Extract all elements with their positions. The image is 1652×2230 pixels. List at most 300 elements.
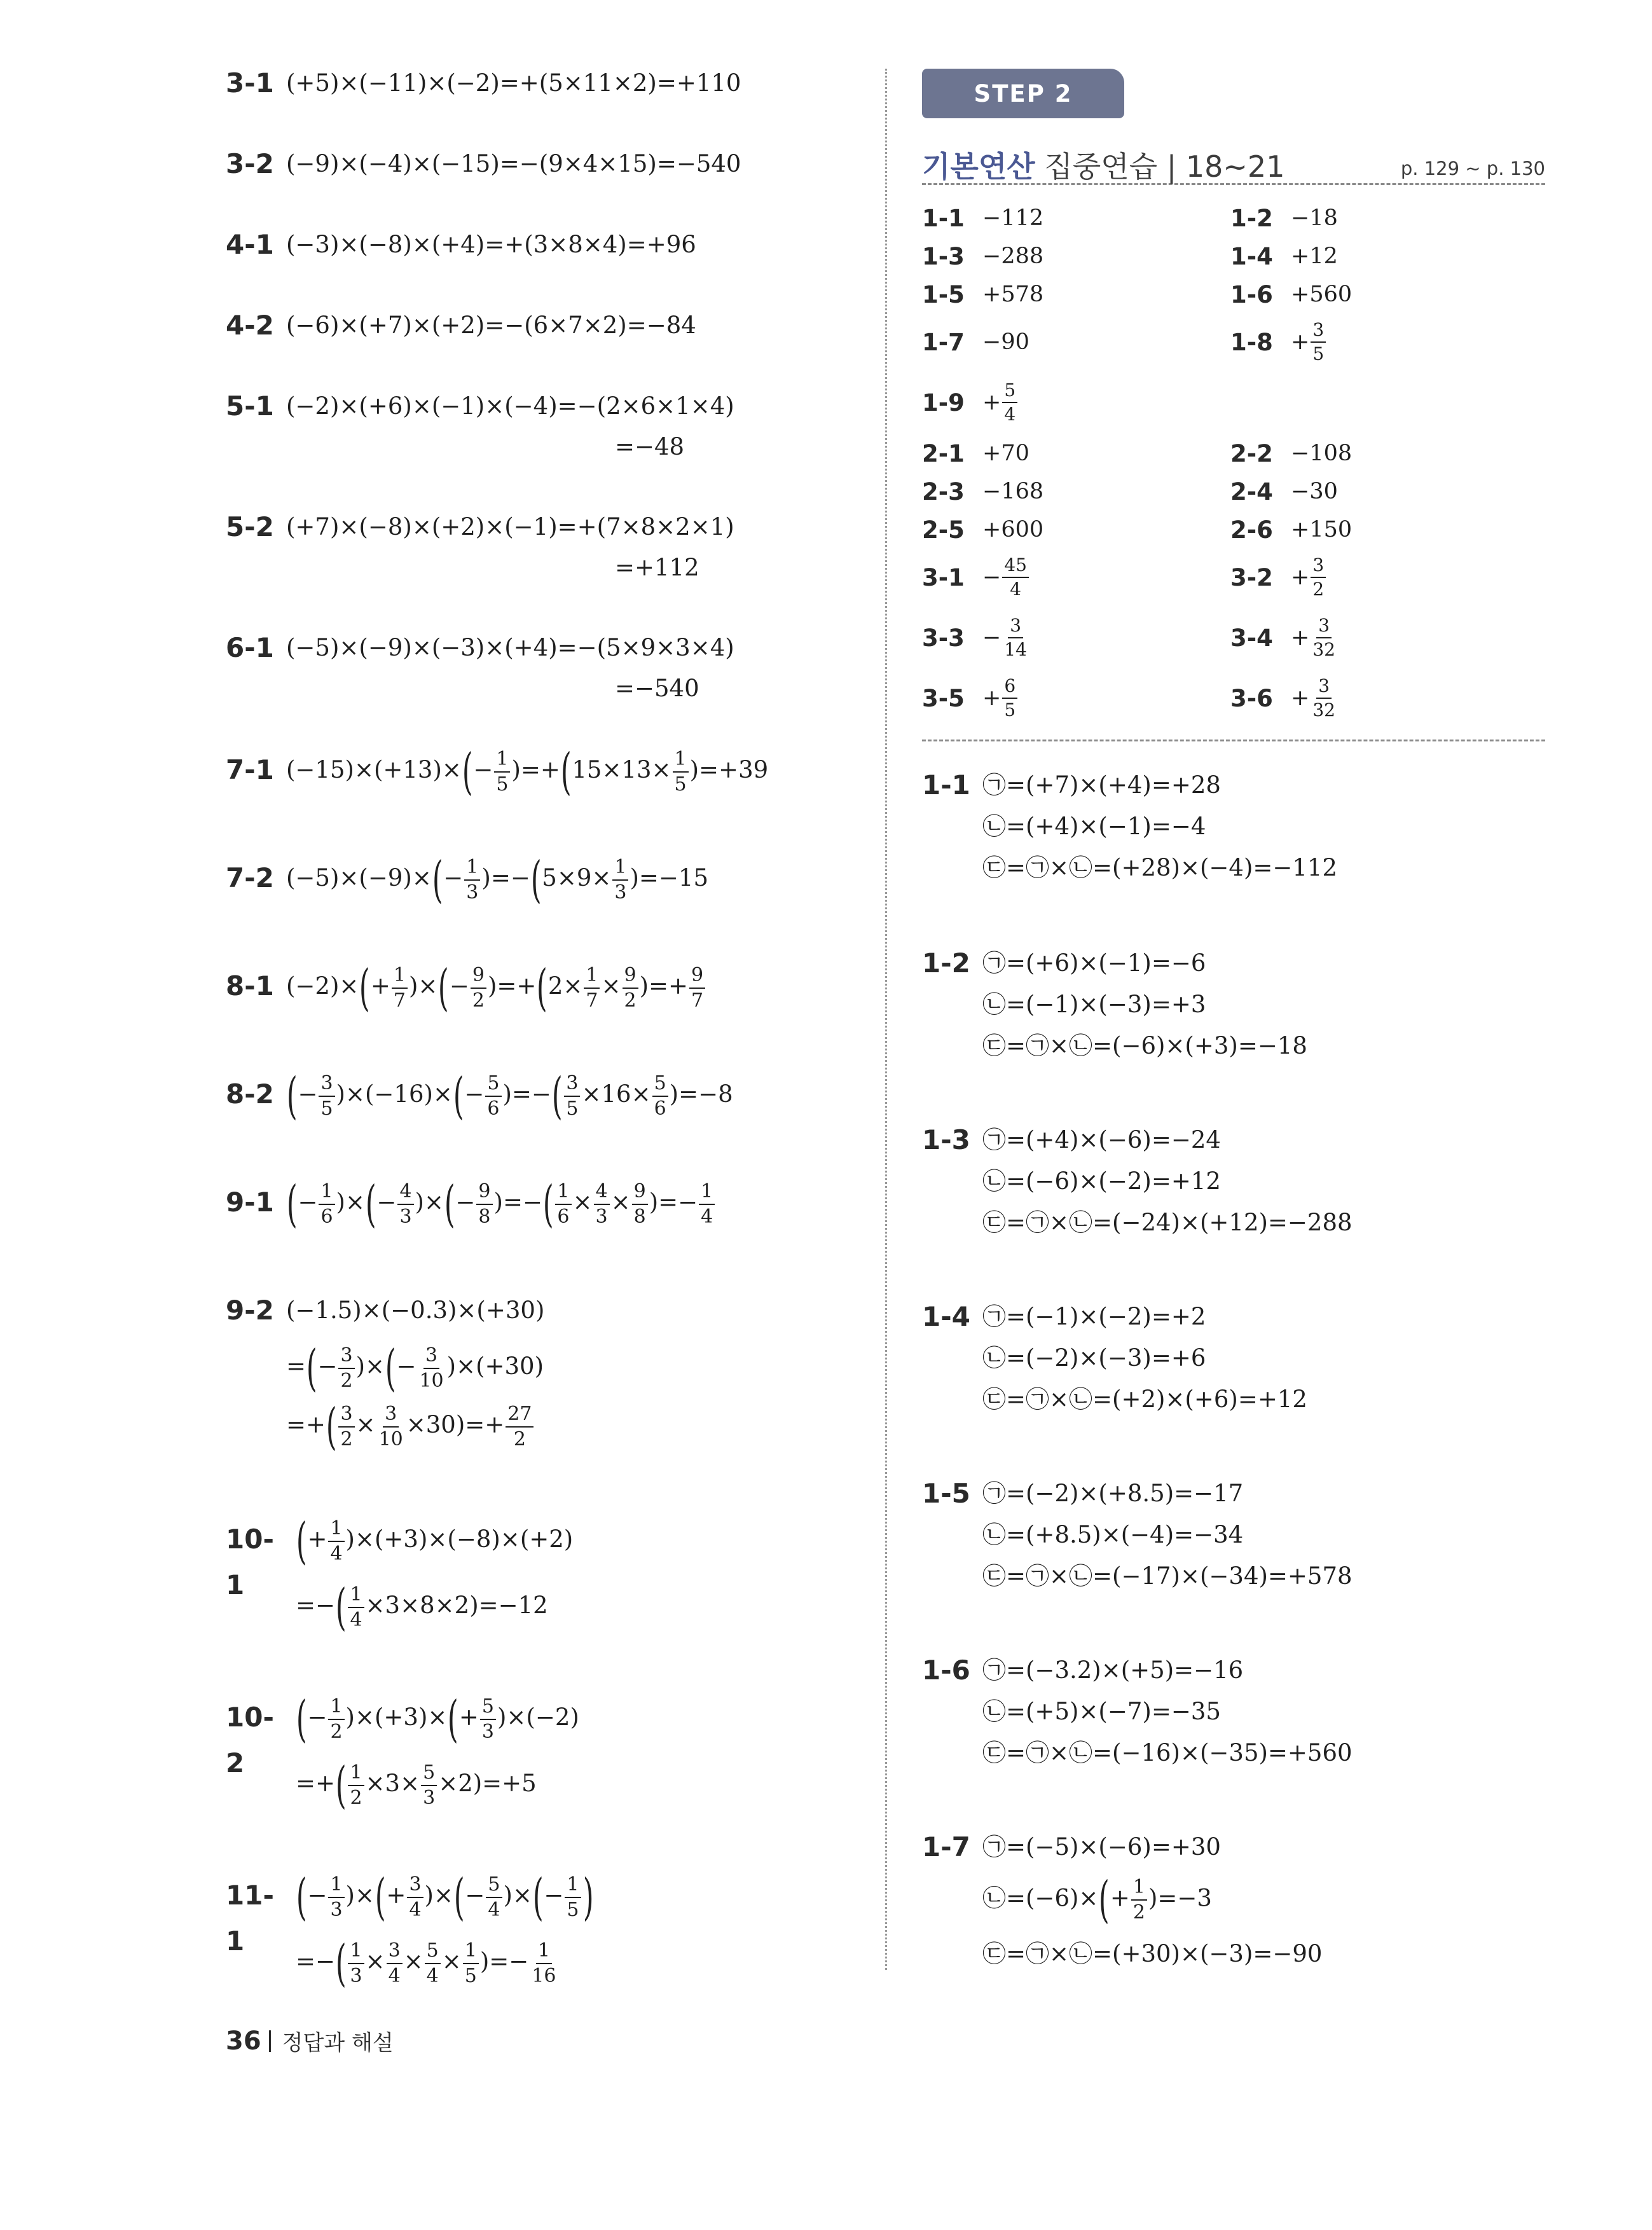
- denominator: 14: [1004, 639, 1027, 660]
- denominator: 32: [1312, 639, 1335, 660]
- term: )=+5: [472, 1770, 537, 1797]
- problem-label: 7-1: [226, 754, 274, 785]
- paren: (: [385, 1339, 396, 1397]
- answer-sign: +: [1291, 625, 1310, 650]
- term: −: [298, 1080, 318, 1108]
- denominator: 5: [567, 1898, 579, 1921]
- paren: (: [296, 1690, 307, 1748]
- page-range: p. 129 ~ p. 130: [1400, 158, 1545, 179]
- answer-sign: +: [1291, 329, 1310, 355]
- fraction: [319, 1073, 334, 1120]
- paren: (: [365, 1175, 376, 1233]
- solution-line: ㉡=(−1)×(−3)=+3: [982, 991, 1206, 1018]
- equation-line: (−9)×(−4)×(−15)=−(9×4×15)=−540: [286, 150, 741, 177]
- numerator: 5: [652, 1073, 668, 1097]
- fraction: [486, 1874, 502, 1921]
- fraction: [328, 1518, 344, 1565]
- equation-line: [296, 1512, 574, 1570]
- fraction: [1002, 555, 1029, 600]
- answer-3-4: [1230, 615, 1339, 660]
- answer-1-5: [922, 275, 1043, 313]
- denominator: 4: [1004, 404, 1016, 425]
- answer-value: +600: [982, 517, 1044, 542]
- fraction: [407, 1874, 423, 1921]
- denominator: 2: [350, 1786, 362, 1809]
- fraction: [1311, 616, 1337, 660]
- numerator: 9: [632, 1181, 648, 1205]
- denominator: 16: [532, 1964, 556, 1987]
- solution-label: 1-7: [922, 1831, 970, 1862]
- answer-value: −288: [982, 244, 1044, 269]
- term: +: [458, 1703, 479, 1731]
- answer-label: 3-5: [922, 684, 965, 712]
- answer-label: 1-1: [922, 204, 965, 232]
- term: )×: [336, 1188, 365, 1216]
- term: )=+: [511, 756, 560, 783]
- term: +: [307, 1525, 327, 1553]
- solution-label: 1-2: [922, 947, 970, 979]
- paren: (: [306, 1339, 317, 1397]
- denominator: 4: [1010, 579, 1022, 600]
- denominator: 5: [1004, 699, 1016, 720]
- fraction: [1002, 616, 1029, 660]
- term: −: [307, 1882, 327, 1909]
- fraction: [652, 1073, 668, 1120]
- term: −: [307, 1703, 327, 1731]
- denominator: 2: [340, 1428, 353, 1450]
- numerator: 1: [612, 857, 628, 881]
- term: )=+: [487, 972, 537, 1000]
- denominator: 10: [419, 1369, 444, 1392]
- numerator: 1: [463, 1940, 479, 1964]
- equation-line: (−1.5)×(−0.3)×(+30): [286, 1297, 545, 1324]
- denominator: 4: [350, 1608, 362, 1631]
- numerator: 3: [1311, 320, 1326, 343]
- answer-1-8: [1230, 319, 1327, 364]
- paren: (: [326, 1398, 337, 1456]
- solution-label: 1-1: [922, 769, 970, 801]
- equation-line: [286, 959, 706, 1017]
- paren: (: [532, 1868, 544, 1926]
- fraction: [417, 1345, 445, 1392]
- numerator: 9: [471, 965, 486, 989]
- numerator: 1: [673, 748, 689, 773]
- term: )=−15: [630, 864, 708, 891]
- denominator: 4: [388, 1964, 401, 1987]
- page-footer: [226, 2025, 394, 2056]
- term: −: [455, 1188, 476, 1216]
- solution-line: ㉡=(+4)×(−1)=−4: [982, 813, 1206, 840]
- fraction: [464, 857, 480, 904]
- term: )×: [424, 1882, 453, 1909]
- fraction: [338, 1345, 354, 1392]
- answer-label: 2-6: [1230, 516, 1273, 544]
- numerator: 1: [328, 1696, 344, 1720]
- fraction: [673, 748, 689, 795]
- paren: (: [359, 959, 371, 1017]
- paren: (: [560, 743, 572, 801]
- numerator: 1: [699, 1181, 715, 1205]
- denominator: 32: [1312, 699, 1335, 720]
- answer-1-7: [922, 323, 1029, 361]
- numerator: 6: [1002, 676, 1017, 699]
- term: )=−: [649, 1188, 698, 1216]
- denominator: 3: [423, 1786, 436, 1809]
- section-heading: [922, 139, 1545, 185]
- numerator: 9: [689, 965, 705, 989]
- solution-line: ㉡=(−6)×(−2)=+12: [982, 1167, 1221, 1195]
- term: =−: [296, 1948, 336, 1975]
- solution-label: 1-4: [922, 1301, 970, 1332]
- term: )×(+3)×: [345, 1703, 448, 1731]
- answer-sign: +: [982, 390, 1002, 415]
- solution-label: 1-5: [922, 1478, 970, 1509]
- term: )×(−16)×: [336, 1080, 453, 1108]
- answer-2-3: [922, 472, 1043, 511]
- equation-line: [296, 1578, 548, 1636]
- numerator: 3: [564, 1073, 580, 1097]
- term: )=+: [455, 1411, 505, 1438]
- fraction: [530, 1940, 558, 1987]
- answer-3-1: [922, 554, 1030, 600]
- equation-line: (−6)×(+7)×(+2)=−(6×7×2)=−84: [286, 312, 696, 339]
- term: )=−3: [1148, 1884, 1212, 1912]
- solution-line: ㉠=(−2)×(+8.5)=−17: [982, 1480, 1244, 1507]
- solution-line: ㉢=㉠×㉡=(−24)×(+12)=−288: [982, 1209, 1353, 1236]
- term: 15×13×: [572, 756, 671, 783]
- fraction: [387, 1940, 403, 1987]
- problem-label: 4-1: [226, 229, 274, 260]
- answer-label: 2-2: [1230, 439, 1273, 467]
- paren: (: [537, 959, 547, 1017]
- denominator: 2: [1132, 1901, 1145, 1924]
- answer-label: 1-7: [922, 328, 965, 356]
- paren: (: [296, 1868, 307, 1926]
- equation-line: [286, 743, 769, 801]
- term: )=−12: [469, 1592, 548, 1619]
- numerator: 5: [486, 1874, 502, 1898]
- answer-1-9: [922, 380, 1019, 425]
- denominator: 6: [654, 1097, 666, 1120]
- fraction: [392, 965, 408, 1012]
- term: ×: [441, 1948, 462, 1975]
- term: ×: [601, 972, 621, 1000]
- denominator: 4: [488, 1898, 500, 1921]
- term: =: [286, 1352, 306, 1380]
- equation-line: (−3)×(−8)×(+4)=+(3×8×4)=+96: [286, 231, 696, 258]
- denominator: 5: [566, 1097, 579, 1120]
- problem-label: 10-1: [226, 1524, 274, 1600]
- paren: (: [438, 959, 449, 1017]
- denominator: 3: [399, 1205, 412, 1228]
- answer-2-5: [922, 511, 1043, 549]
- fraction: [564, 1073, 580, 1120]
- answer-value: +150: [1291, 517, 1353, 542]
- numerator: 3: [383, 1403, 399, 1428]
- answer-1-6: [1230, 275, 1352, 313]
- equation-line: [286, 1398, 535, 1456]
- term: )=+: [639, 972, 689, 1000]
- answer-3-2: [1230, 554, 1327, 600]
- term: 2×: [547, 972, 583, 1000]
- answer-value: +578: [982, 282, 1044, 307]
- term: ×16×: [581, 1080, 651, 1108]
- fraction: [1002, 380, 1017, 425]
- answer-value: −168: [982, 479, 1044, 504]
- denominator: 3: [350, 1964, 362, 1987]
- equation-result: =+112: [615, 554, 699, 581]
- solution-line: ㉠=(+4)×(−6)=−24: [982, 1126, 1221, 1153]
- paren: ): [582, 1868, 594, 1926]
- answer-label: 1-5: [922, 280, 965, 308]
- numerator: 1: [348, 1762, 364, 1786]
- numerator: 1: [392, 965, 408, 989]
- solution-line: ㉠=(−5)×(−6)=+30: [982, 1833, 1221, 1861]
- term: 5×9×: [542, 864, 612, 891]
- solution-line: ㉠=(+6)×(−1)=−6: [982, 949, 1206, 977]
- numerator: 1: [584, 965, 600, 989]
- answer-label: 1-6: [1230, 280, 1273, 308]
- denominator: 2: [340, 1369, 353, 1392]
- paren: (: [448, 1690, 458, 1748]
- numerator: 3: [423, 1345, 439, 1369]
- equation-line: [286, 1067, 733, 1125]
- answer-value: −90: [982, 329, 1029, 355]
- term: ㉡=(−6)×: [982, 1884, 1099, 1912]
- solution-label: 1-6: [922, 1655, 970, 1686]
- fraction: [584, 965, 600, 1012]
- denominator: 8: [478, 1205, 491, 1228]
- term: −: [449, 972, 469, 1000]
- numerator: 5: [1002, 380, 1017, 403]
- fraction: [632, 1181, 648, 1228]
- solution-label: 1-3: [922, 1124, 970, 1155]
- answer-label: 1-2: [1230, 204, 1273, 232]
- term: )=+39: [689, 756, 769, 783]
- term: ×30: [406, 1411, 456, 1438]
- answer-value: −108: [1291, 441, 1353, 466]
- term: +: [1110, 1884, 1130, 1912]
- paren: (: [296, 1512, 307, 1570]
- numerator: 3: [338, 1345, 354, 1369]
- equation-line: [286, 1175, 716, 1233]
- denominator: 2: [624, 989, 637, 1012]
- denominator: 6: [487, 1097, 500, 1120]
- answer-label: 1-8: [1230, 328, 1273, 356]
- denominator: 3: [595, 1205, 608, 1228]
- term: )=−: [481, 864, 530, 891]
- problem-label: 6-1: [226, 632, 274, 663]
- answer-sign: −: [982, 625, 1002, 650]
- problem-label: 3-1: [226, 67, 274, 99]
- term: )×: [345, 1882, 375, 1909]
- problem-label: 9-1: [226, 1187, 274, 1218]
- solution-line: ㉢=㉠×㉡=(−6)×(+3)=−18: [982, 1032, 1307, 1059]
- term: ×: [403, 1948, 423, 1975]
- answer-label: 2-1: [922, 439, 965, 467]
- answer-3-5: [922, 675, 1019, 720]
- term: )=−8: [669, 1080, 733, 1108]
- paren: (: [542, 1175, 554, 1233]
- answer-2-2: [1230, 434, 1352, 472]
- term: −: [465, 1882, 485, 1909]
- term: =−: [296, 1592, 336, 1619]
- answer-3-3: [922, 615, 1030, 660]
- problem-label: 3-2: [226, 148, 274, 179]
- term: −: [464, 1080, 485, 1108]
- answer-sign: +: [982, 685, 1002, 711]
- denominator: 7: [586, 989, 598, 1012]
- denominator: 5: [320, 1097, 333, 1120]
- answer-sign: +: [1291, 685, 1310, 711]
- denominator: 4: [426, 1964, 439, 1987]
- term: +: [386, 1882, 406, 1909]
- solution-line: ㉢=㉠×㉡=(−16)×(−35)=+560: [982, 1739, 1353, 1766]
- footer-section: 정답과 해설: [282, 2030, 394, 2056]
- numerator: 1: [348, 1584, 364, 1608]
- term: ×3×: [365, 1770, 420, 1797]
- solution-line: ㉠=(+7)×(+4)=+28: [982, 771, 1221, 799]
- fraction: [1311, 320, 1326, 364]
- answer-label: 1-4: [1230, 242, 1273, 270]
- paren: (: [432, 851, 443, 909]
- answer-value: +560: [1291, 282, 1353, 307]
- paren: (: [444, 1175, 455, 1233]
- paren: (: [286, 1067, 298, 1125]
- paren: (: [1099, 1871, 1110, 1929]
- paren: (: [335, 1934, 347, 1992]
- fraction: [421, 1762, 437, 1809]
- term: )=−: [479, 1948, 529, 1975]
- fraction: [471, 965, 486, 1012]
- answer-2-1: [922, 434, 1029, 472]
- fraction: [476, 1181, 492, 1228]
- answer-1-2: [1230, 199, 1338, 237]
- problem-label: 5-1: [226, 390, 274, 422]
- denominator: 4: [330, 1542, 343, 1565]
- answer-label: 3-1: [922, 563, 965, 591]
- numerator: 9: [476, 1181, 492, 1205]
- numerator: 3: [1316, 616, 1332, 638]
- answer-sign: +: [1291, 565, 1310, 590]
- term: )×(−2): [497, 1703, 579, 1731]
- step-badge: STEP 2: [922, 69, 1124, 118]
- answer-value: −30: [1291, 479, 1338, 504]
- numerator: 1: [328, 1518, 344, 1542]
- answer-1-1: [922, 199, 1043, 237]
- denominator: 4: [409, 1898, 422, 1921]
- denominator: 3: [466, 881, 479, 904]
- paren: (: [335, 1756, 347, 1814]
- term: )×(+3)×(−8)×(+2): [345, 1525, 574, 1553]
- numerator: 1: [565, 1874, 581, 1898]
- page-number: 36: [226, 2026, 261, 2056]
- numerator: 1: [319, 1181, 334, 1205]
- term: )×(+30): [446, 1352, 544, 1380]
- solution-line: ㉢=㉠×㉡=(−17)×(−34)=+578: [982, 1562, 1353, 1590]
- fraction: [506, 1403, 533, 1450]
- answer-label: 1-3: [922, 242, 965, 270]
- solution-line: ㉢=㉠×㉡=(+28)×(−4)=−112: [982, 854, 1337, 881]
- paren: (: [375, 1868, 386, 1926]
- numerator: 5: [480, 1696, 496, 1720]
- term: )×: [415, 1188, 444, 1216]
- answers-divider: [922, 740, 1545, 741]
- answer-sign: −: [982, 565, 1002, 590]
- numerator: 27: [506, 1403, 533, 1428]
- denominator: 5: [1312, 343, 1325, 364]
- problem-label: 4-2: [226, 310, 274, 341]
- term: )×: [408, 972, 438, 1000]
- fraction: [555, 1181, 571, 1228]
- heading-title: [922, 144, 1284, 186]
- fraction: [1311, 676, 1337, 720]
- paren: (: [335, 1578, 347, 1636]
- fraction: [565, 1874, 581, 1921]
- fraction: [338, 1403, 354, 1450]
- term: (−2)×: [286, 972, 359, 1000]
- answer-value: −18: [1291, 205, 1338, 231]
- answer-list: [922, 199, 1545, 733]
- solution-line: [982, 1871, 1212, 1929]
- column-divider: [885, 69, 887, 1970]
- term: −: [396, 1352, 416, 1380]
- answer-label: 3-6: [1230, 684, 1273, 712]
- term: ×: [610, 1188, 631, 1216]
- fraction: [397, 1181, 413, 1228]
- denominator: 7: [691, 989, 704, 1012]
- solution-line: ㉡=(+8.5)×(−4)=−34: [982, 1521, 1244, 1548]
- denominator: 6: [557, 1205, 570, 1228]
- problem-label: 7-2: [226, 862, 274, 893]
- fraction: [328, 1696, 344, 1743]
- fraction: [480, 1696, 496, 1743]
- term: ×3×8×2: [365, 1592, 470, 1619]
- answer-value: −112: [982, 205, 1044, 231]
- paren: (: [462, 743, 473, 801]
- answer-label: 2-3: [922, 478, 965, 506]
- term: −: [443, 864, 464, 891]
- equation-line: (−5)×(−9)×(−3)×(+4)=−(5×9×3×4): [286, 634, 734, 661]
- problem-label: 5-2: [226, 511, 274, 542]
- fraction: [425, 1940, 441, 1987]
- fraction: [1002, 676, 1017, 720]
- answer-value: +12: [1291, 244, 1338, 269]
- equation-line: [286, 851, 708, 909]
- term: +: [370, 972, 390, 1000]
- denominator: 7: [393, 989, 406, 1012]
- term: )×: [355, 1352, 385, 1380]
- answer-label: 3-2: [1230, 563, 1273, 591]
- answer-label: 3-3: [922, 624, 965, 652]
- fraction: [1131, 1876, 1147, 1924]
- solution-line: ㉡=(−2)×(−3)=+6: [982, 1344, 1206, 1372]
- term: −: [376, 1188, 397, 1216]
- right-column: [922, 69, 1545, 1976]
- numerator: 1: [464, 857, 480, 881]
- term: ×: [572, 1188, 593, 1216]
- equation-line: [296, 1756, 537, 1814]
- numerator: 1: [328, 1874, 344, 1898]
- term: ×: [355, 1411, 376, 1438]
- problem-label: 8-1: [226, 970, 274, 1001]
- fraction: [463, 1940, 479, 1987]
- denominator: 3: [481, 1720, 494, 1743]
- fraction: [319, 1181, 334, 1228]
- term: −: [298, 1188, 318, 1216]
- fraction: [594, 1181, 610, 1228]
- denominator: 2: [330, 1720, 343, 1743]
